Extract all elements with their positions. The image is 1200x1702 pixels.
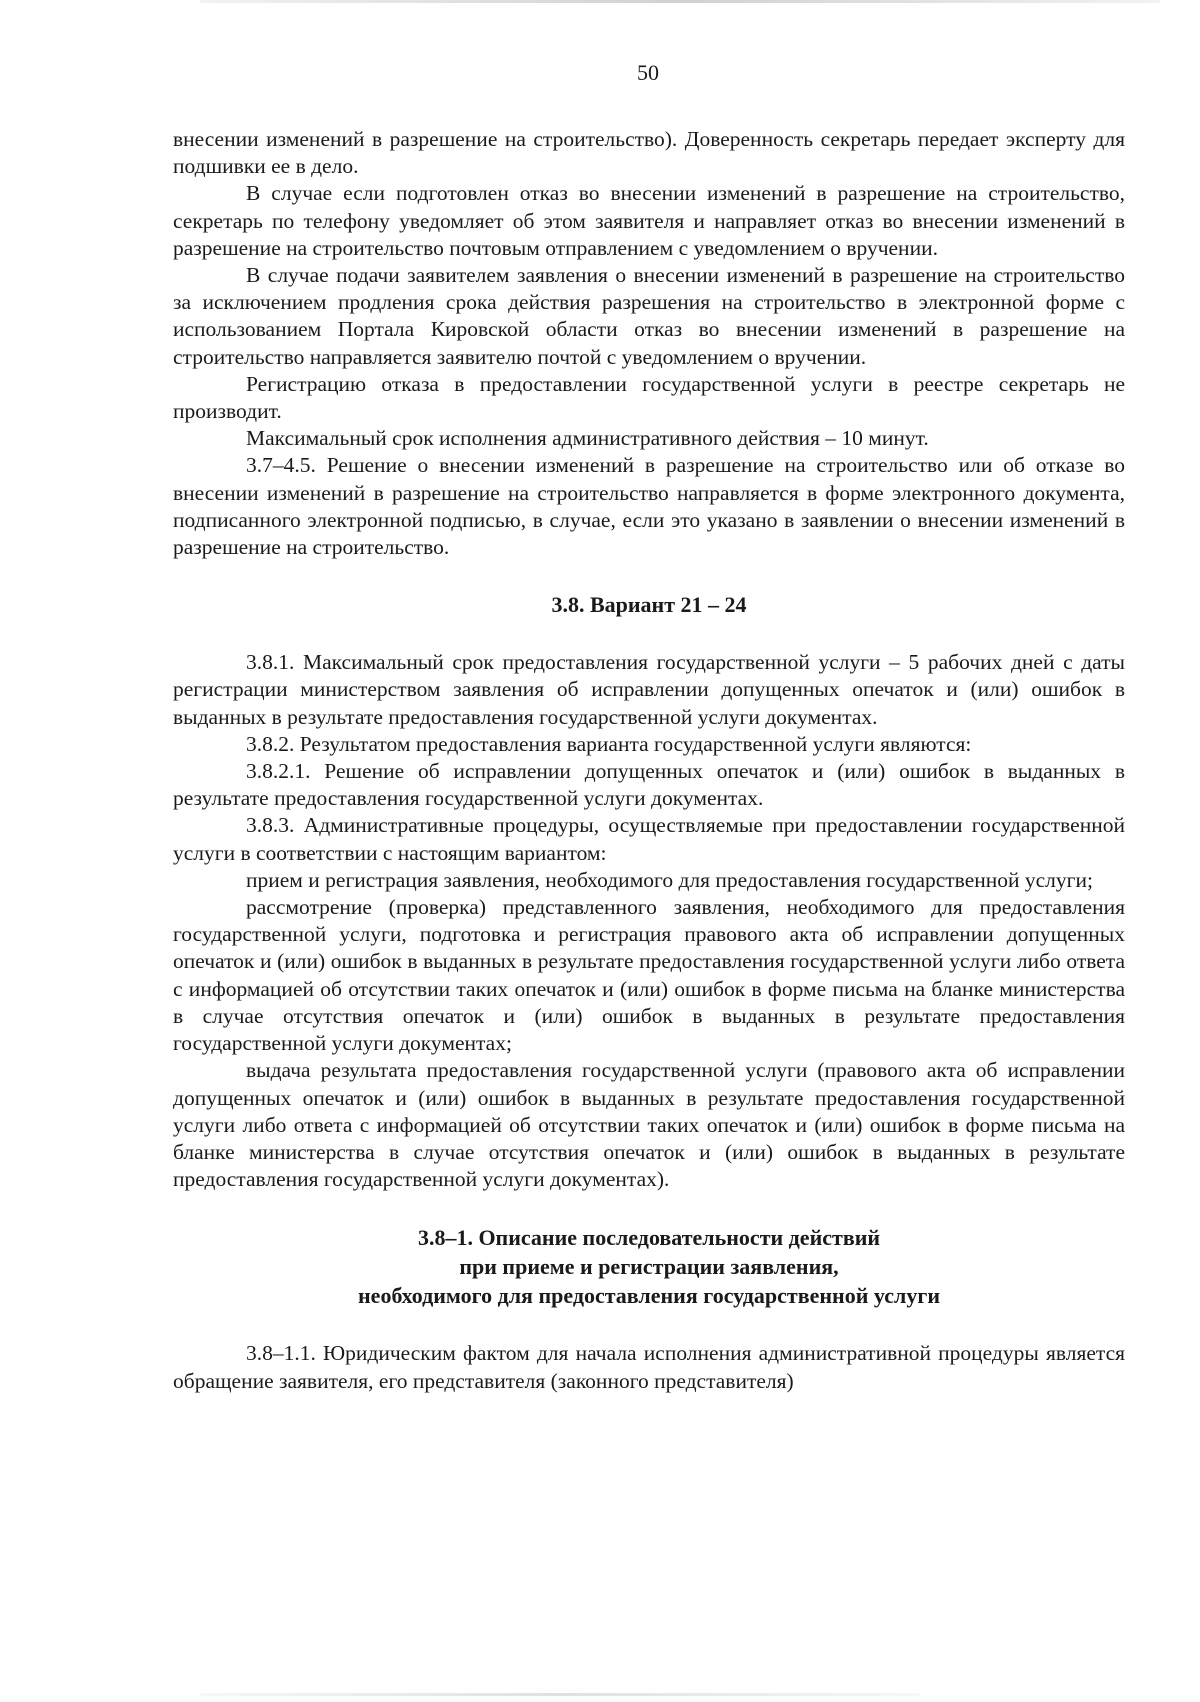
paragraph: 3.8.2. Результатом предоставления варианта государственной услуги являются: — [246, 731, 972, 756]
scan-edge-bottom — [200, 1693, 920, 1696]
list-item: выдача результата предоставления государственной услуги (правового акта об исправлении допущенных опечаток и (или) ошибок в выданных в результате предоставления государственной услуги либо ответа с информацией об отсутствии таких опечаток и (или) ошибок в форме письма на бланке министерства в случае отсутствия опечаток и (или) ошибок в выданных в результате предоставления государственной услуги документах). — [173, 1058, 1125, 1192]
paragraph: 3.8.2.1. Решение об исправлении допущенных опечаток и (или) ошибок в выданных в результате предоставления государственной услуги документах. — [173, 759, 1125, 811]
paragraph: 3.8.1. Максимальный срок предоставления государственной услуги – 5 рабочих дней с даты регистрации министерством заявления об исправлении допущенных опечаток и (или) ошибок в выданных в результате предоставления государственной услуги документах. — [173, 650, 1125, 729]
paragraph: В случае подачи заявителем заявления о внесении изменений в разрешение на строительство за исключением продления срока действия разрешения на строительство в электронной форме с использованием Портала Кировской области отказ во внесении изменений в разрешение на строительство направляется заявителю почтой с уведомлением о вручении. — [173, 263, 1125, 369]
paragraph: Максимальный срок исполнения административного действия – 10 минут. — [246, 426, 929, 451]
list-item: прием и регистрация заявления, необходимого для предоставления государственной услуги; — [246, 867, 1093, 892]
heading-line: необходимого для предоставления государственной услуги — [358, 1283, 940, 1309]
section-heading-3-8: 3.8. Вариант 21 – 24 — [551, 592, 747, 618]
paragraph: 3.8.3. Административные процедуры, осуществляемые при предоставлении государственной услуги в соответствии с настоящим вариантом: — [173, 813, 1125, 865]
page-number: 50 — [637, 60, 659, 85]
paragraph: В случае если подготовлен отказ во внесении изменений в разрешение на строительство, секретарь по телефону уведомляет об этом заявителя и направляет отказ во внесении изменений в разрешение на строительство почтовым отправлением с уведомлением о вручении. — [173, 181, 1125, 260]
paragraph: 3.8–1.1. Юридическим фактом для начала исполнения административной процедуры является обращение заявителя, его представителя (законного представителя) — [173, 1341, 1125, 1393]
paragraph: 3.7–4.5. Решение о внесении изменений в разрешение на строительство или об отказе во внесении изменений в разрешение на строительство направляется в форме электронного документа, подписанного электронной подписью, в случае, если это указано в заявлении о внесении изменений в разрешение на строительство. — [173, 453, 1125, 560]
list-item: рассмотрение (проверка) представленного заявления, необходимого для предоставления государственной услуги, подготовка и регистрация правового акта об исправлении допущенных опечаток и (или) ошибок в выданных в результате предоставления государственной услуги либо ответа с информацией об отсутствии таких опечаток и (или) ошибок в форме письма на бланке министерства в случае отсутствия опечаток и (или) ошибок в выданных в результате предоставления государственной услуги документах; — [173, 895, 1125, 1056]
heading-line: при приеме и регистрации заявления, — [459, 1254, 839, 1280]
heading-line: 3.8–1. Описание последовательности действий — [417, 1225, 881, 1251]
section-heading-3-8-1 — [173, 1223, 1125, 1310]
document-body — [173, 126, 1125, 1395]
scan-edge-top — [200, 0, 1160, 3]
paragraph-continuation: внесении изменений в разрешение на строительство). Доверенность секретарь передает эксперту для подшивки ее в дело. — [173, 127, 1125, 179]
paragraph: Регистрацию отказа в предоставлении государственной услуги в реестре секретарь не производит. — [173, 371, 1125, 424]
